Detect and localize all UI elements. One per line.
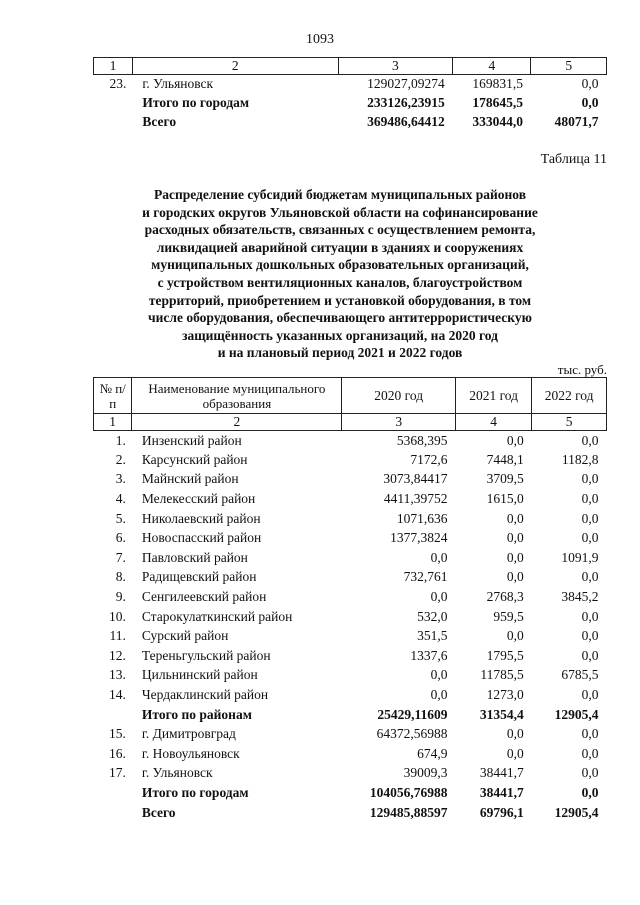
row-number: 9. <box>115 589 126 605</box>
title-line: и городских округов Ульяновской области на софинансирование <box>142 204 538 220</box>
row-name: г. Ульяновск <box>141 765 213 781</box>
header-2021: 2021 год <box>455 378 531 414</box>
value-2021: 69796,1 <box>479 804 524 820</box>
continued-table <box>93 57 607 132</box>
row-name: Мелекесский район <box>141 491 256 507</box>
table-row <box>94 744 607 764</box>
value-2021: 38441,7 <box>479 765 524 781</box>
column-number: 2 <box>132 58 338 75</box>
value-2020: 0,0 <box>430 549 448 565</box>
row-number: 3. <box>115 471 126 487</box>
row-name: Итого по районам <box>141 706 252 722</box>
value-2021: 11785,5 <box>480 667 524 683</box>
value-2020: 233126,23915 <box>367 95 445 110</box>
value-2021: 7448,1 <box>486 451 524 467</box>
row-name: Карсунский район <box>141 451 248 467</box>
column-number: 3 <box>338 58 453 75</box>
row-name: Николаевский район <box>141 510 261 526</box>
title-line: числе оборудования, обеспечивающего антитеррористическую <box>148 310 532 326</box>
table-row <box>94 94 607 113</box>
row-name: Тереньгульский район <box>141 647 271 663</box>
title-line: защищённость указанных организаций, на 2020 год <box>182 327 498 343</box>
row-name: Чердаклинский район <box>141 687 269 703</box>
row-name: Итого по городам <box>141 784 249 800</box>
value-2022: 1091,9 <box>561 549 599 565</box>
column-number: 1 <box>94 414 132 431</box>
value-2021: 169831,5 <box>472 76 523 92</box>
table-row <box>94 724 607 744</box>
header-num: № п/п <box>94 378 132 414</box>
value-2022: 1182,8 <box>561 451 599 467</box>
table-row <box>94 489 607 509</box>
value-2020: 129485,88597 <box>369 804 448 820</box>
value-2020: 674,9 <box>417 745 448 761</box>
value-2020: 1377,3824 <box>390 530 448 546</box>
value-2021: 2768,3 <box>486 589 524 605</box>
row-name: г. Новоульяновск <box>141 745 240 761</box>
row-number: 10. <box>108 608 126 624</box>
column-number: 4 <box>455 414 531 431</box>
value-2022: 0,0 <box>581 687 599 703</box>
value-2021: 3709,5 <box>486 471 524 487</box>
value-2021: 0,0 <box>506 510 524 526</box>
table-label: Таблица 11 <box>540 152 607 167</box>
title-line: с устройством вентиляционных каналов, благоустройством <box>157 274 523 290</box>
table-row <box>94 470 607 490</box>
value-2021: 0,0 <box>506 628 524 644</box>
value-2020: 129027,09274 <box>367 76 445 92</box>
value-2022: 0,0 <box>581 491 599 507</box>
value-2022: 12905,4 <box>554 706 599 722</box>
table-row <box>94 75 607 94</box>
row-name: Цильнинский район <box>141 667 258 683</box>
value-2022: 0,0 <box>581 569 599 585</box>
table-row <box>94 626 607 646</box>
value-2022: 3845,2 <box>561 589 599 605</box>
row-number: 2. <box>115 451 126 467</box>
column-number: 5 <box>532 414 607 431</box>
value-2020: 7172,6 <box>410 451 448 467</box>
column-number: 3 <box>342 414 456 431</box>
table-row <box>94 764 607 784</box>
value-2022: 0,0 <box>581 76 599 92</box>
value-2022: 0,0 <box>581 95 599 110</box>
row-name: Сенгилеевский район <box>141 589 267 605</box>
row-name: Майнский район <box>141 471 239 487</box>
value-2020: 351,5 <box>417 628 448 644</box>
value-2020: 1071,636 <box>396 510 448 526</box>
subsidy-table <box>93 377 607 822</box>
row-number: 12. <box>108 647 126 663</box>
row-number: 8. <box>115 569 126 585</box>
row-number <box>94 113 133 132</box>
table-row <box>94 705 607 725</box>
row-name: г. Димитровград <box>141 726 236 742</box>
value-2020: 3073,84417 <box>383 471 448 487</box>
value-2021: 1795,5 <box>486 647 524 663</box>
table-row <box>94 548 607 568</box>
header-2020: 2020 год <box>342 378 456 414</box>
row-number <box>94 94 133 113</box>
header-name: Наименование муниципального образования <box>132 378 342 414</box>
value-2021: 0,0 <box>506 745 524 761</box>
value-2020: 0,0 <box>430 687 448 703</box>
row-name: Новоспасский район <box>141 530 262 546</box>
page-number: 1093 <box>306 32 334 47</box>
column-number: 1 <box>94 58 133 75</box>
table-row <box>94 113 607 132</box>
row-name: Итого по городам <box>142 95 250 110</box>
title-line: ликвидацией аварийной ситуации в зданиях и сооружениях <box>156 239 524 255</box>
row-name: Всего <box>142 114 177 129</box>
row-number: 5. <box>115 510 126 526</box>
value-2022: 0,0 <box>581 726 599 742</box>
value-2021: 38441,7 <box>479 784 524 800</box>
value-2020: 64372,56988 <box>376 726 448 742</box>
table-row <box>94 528 607 548</box>
column-number: 5 <box>531 58 607 75</box>
value-2020: 39009,3 <box>403 765 448 781</box>
value-2020: 732,761 <box>403 569 448 585</box>
value-2022: 0,0 <box>581 471 599 487</box>
value-2020: 369486,64412 <box>367 114 445 129</box>
value-2022: 12905,4 <box>554 804 599 820</box>
row-name: Старокулаткинский район <box>141 608 293 624</box>
row-number <box>94 803 132 823</box>
row-number <box>94 783 132 803</box>
row-name: Инзенский район <box>141 432 242 448</box>
header-2022: 2022 год <box>532 378 607 414</box>
table-row <box>94 568 607 588</box>
value-2021: 0,0 <box>506 726 524 742</box>
row-name: Павловский район <box>141 549 248 565</box>
value-2022: 6785,5 <box>561 667 599 683</box>
row-number: 11. <box>109 628 126 644</box>
table-row <box>94 646 607 666</box>
value-2022: 0,0 <box>581 765 599 781</box>
value-2022: 48071,7 <box>554 114 599 129</box>
table-row <box>94 587 607 607</box>
value-2021: 0,0 <box>506 432 524 448</box>
value-2022: 0,0 <box>581 432 599 448</box>
table-row <box>94 685 607 705</box>
value-2020: 532,0 <box>417 608 448 624</box>
value-2020: 0,0 <box>430 589 448 605</box>
value-2021: 0,0 <box>506 569 524 585</box>
column-number: 4 <box>453 58 531 75</box>
unit-label: тыс. руб. <box>557 362 607 377</box>
value-2020: 1337,6 <box>410 647 448 663</box>
row-name: Сурский район <box>141 628 229 644</box>
table-row <box>94 450 607 470</box>
table-row <box>94 666 607 686</box>
row-number: 1. <box>115 432 126 448</box>
value-2022: 0,0 <box>581 647 599 663</box>
value-2022: 0,0 <box>581 745 599 761</box>
table-row <box>94 431 607 451</box>
table-title <box>100 186 580 362</box>
value-2020: 4411,39752 <box>383 491 448 507</box>
value-2021: 1273,0 <box>486 687 524 703</box>
value-2020: 104056,76988 <box>369 784 448 800</box>
value-2021: 31354,4 <box>479 706 524 722</box>
value-2022: 0,0 <box>581 530 599 546</box>
value-2021: 0,0 <box>506 530 524 546</box>
title-line: и на плановый период 2021 и 2022 годов <box>217 345 463 361</box>
row-number: 23. <box>109 76 127 92</box>
row-number: 6. <box>115 530 126 546</box>
value-2022: 0,0 <box>581 510 599 526</box>
title-line: муниципальных дошкольных образовательных организаций, <box>151 257 529 273</box>
value-2022: 0,0 <box>581 628 599 644</box>
value-2022: 0,0 <box>581 608 599 624</box>
value-2022: 0,0 <box>581 784 599 800</box>
value-2021: 959,5 <box>493 608 524 624</box>
row-number: 7. <box>115 549 126 565</box>
row-number: 13. <box>108 667 126 683</box>
value-2021: 1615,0 <box>486 491 524 507</box>
title-line: расходных обязательств, связанных с осуществлением ремонта, <box>144 222 536 238</box>
row-number: 4. <box>115 491 126 507</box>
table-row <box>94 509 607 529</box>
value-2020: 25429,11609 <box>377 706 448 722</box>
column-number: 2 <box>132 414 342 431</box>
row-number: 14. <box>108 687 126 703</box>
row-number: 16. <box>108 745 126 761</box>
value-2021: 178645,5 <box>472 95 523 110</box>
value-2021: 0,0 <box>506 549 524 565</box>
row-number <box>94 705 132 725</box>
title-line: территорий, приобретением и установкой оборудования, в том <box>148 292 532 308</box>
title-line: Распределение субсидий бюджетам муниципальных районов <box>153 187 527 202</box>
value-2020: 0,0 <box>430 667 448 683</box>
row-name: Радищевский район <box>141 569 257 585</box>
row-name: Всего <box>141 804 176 820</box>
table-row <box>94 803 607 823</box>
row-number: 17. <box>108 765 126 781</box>
row-name: г. Ульяновск <box>142 76 214 92</box>
row-number: 15. <box>108 726 126 742</box>
table-row <box>94 783 607 803</box>
value-2020: 5368,395 <box>396 432 448 448</box>
value-2021: 333044,0 <box>472 114 523 129</box>
table-row <box>94 607 607 627</box>
